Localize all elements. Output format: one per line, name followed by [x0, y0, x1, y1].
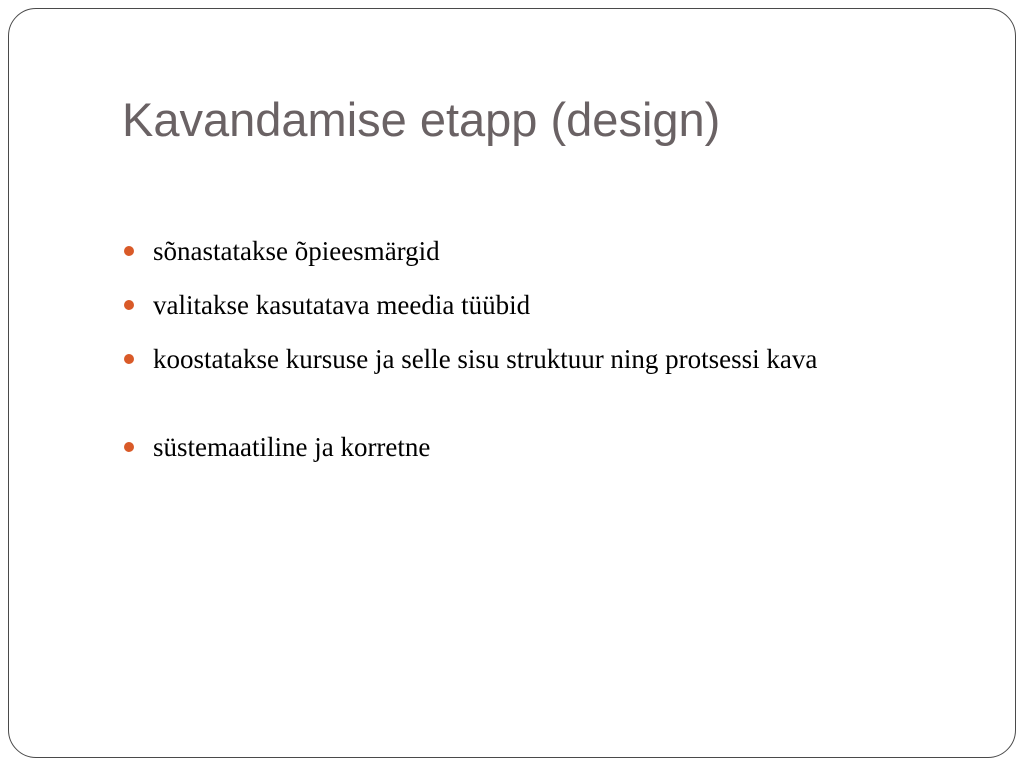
bullet-item	[122, 233, 817, 269]
bullet-dot-icon	[124, 442, 134, 452]
bullet-text: koostatakse kursuse ja selle sisu struktuur ning protsessi kava	[153, 344, 818, 374]
bullet-item	[122, 287, 817, 323]
bullet-dot-icon	[124, 300, 134, 310]
bullet-item	[122, 429, 817, 465]
slide-title: Kavandamise etapp (design)	[122, 93, 721, 146]
bullet-text: süstemaatiline ja korretne	[153, 432, 431, 462]
bullet-text: valitakse kasutatava meedia tüübid	[153, 290, 531, 320]
slide-frame	[8, 8, 1016, 758]
bullet-dot-icon	[124, 246, 134, 256]
bullet-item	[122, 341, 817, 377]
bullet-list	[122, 233, 817, 483]
bullet-dot-icon	[124, 354, 134, 364]
bullet-text: sõnastatakse õpieesmärgid	[153, 236, 440, 266]
